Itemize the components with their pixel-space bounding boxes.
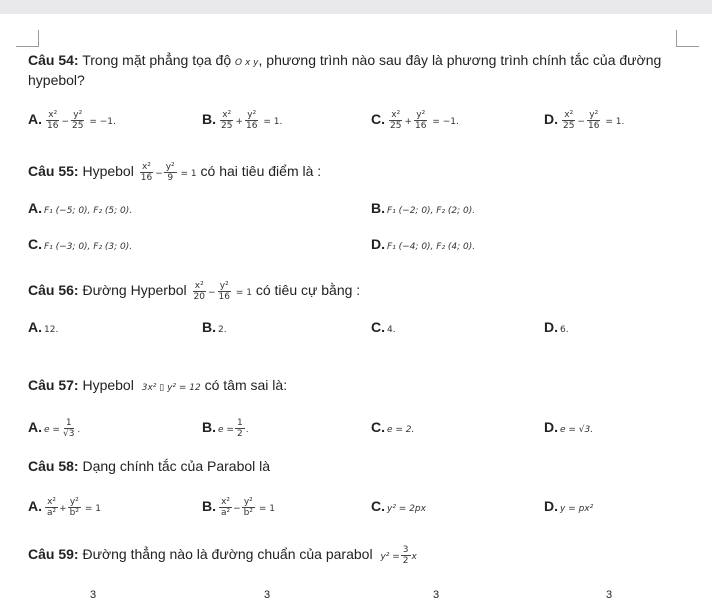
fraction bbox=[244, 110, 259, 131]
answer-option[interactable] bbox=[371, 110, 459, 131]
answer-option-partial: 3 bbox=[90, 589, 97, 601]
fraction-denominator: a² bbox=[47, 508, 57, 518]
fraction-denominator: 16 bbox=[218, 292, 230, 302]
fraction-numerator: x² bbox=[194, 281, 204, 291]
question-label: Câu 54: bbox=[28, 52, 79, 68]
fraction bbox=[401, 545, 411, 566]
answer-option[interactable] bbox=[544, 497, 593, 518]
fraction-numerator: y² bbox=[73, 110, 83, 120]
answer-option[interactable] bbox=[28, 318, 58, 339]
question-54-line1 bbox=[28, 51, 661, 72]
option-label: C. bbox=[371, 111, 385, 128]
question-label: Câu 58: bbox=[28, 458, 79, 474]
question-text: Đường Hyperbol bbox=[78, 282, 187, 299]
math-equation: 3x² ▯ y² = 12 bbox=[141, 383, 201, 393]
math-expression bbox=[191, 281, 252, 302]
option-label: A. bbox=[28, 111, 42, 128]
math-rhs: = 1 bbox=[82, 504, 101, 515]
fraction-denominator: a² bbox=[221, 508, 231, 518]
option-value: 6. bbox=[560, 325, 569, 335]
question-54-line2: hypebol? bbox=[28, 72, 85, 88]
fraction bbox=[164, 162, 177, 183]
math-equation bbox=[380, 545, 417, 566]
fraction-numerator: x² bbox=[391, 110, 401, 120]
option-label: B. bbox=[202, 111, 216, 128]
option-value: 4. bbox=[387, 325, 396, 335]
math-rhs: = 1. bbox=[602, 117, 625, 128]
math-expression bbox=[218, 110, 283, 131]
option-label: B. bbox=[371, 200, 385, 216]
option-value: 12. bbox=[44, 325, 59, 335]
fraction-numerator: y² bbox=[219, 281, 229, 291]
question-text: , phương trình nào sau đây là phương trình chính tắc của đường bbox=[258, 52, 662, 68]
fraction bbox=[242, 497, 255, 518]
fraction bbox=[586, 110, 601, 131]
top-toolbar-strip bbox=[0, 0, 712, 14]
option-label: D. bbox=[544, 498, 558, 514]
answer-option[interactable] bbox=[371, 497, 426, 518]
math-lhs: e = bbox=[44, 425, 60, 436]
fraction-denominator: 16 bbox=[415, 121, 427, 131]
fraction-numerator: y² bbox=[589, 110, 599, 120]
option-label: D. bbox=[371, 236, 385, 252]
answer-option[interactable] bbox=[544, 318, 569, 339]
question-label: Câu 55: bbox=[28, 163, 79, 180]
question-text: Đường thẳng nào là đường chuẩn của parabol bbox=[78, 546, 373, 563]
question-text: có tiêu cự bằng : bbox=[251, 282, 361, 299]
fraction bbox=[413, 110, 428, 131]
fraction bbox=[561, 110, 576, 131]
option-label: C. bbox=[28, 236, 42, 252]
fraction-denominator: 9 bbox=[167, 173, 174, 183]
question-text: Hypebol bbox=[78, 163, 134, 180]
question-55-line bbox=[28, 162, 321, 183]
option-label: C. bbox=[371, 498, 385, 514]
option-label: A. bbox=[28, 319, 42, 335]
math-expression bbox=[387, 110, 459, 131]
question-text: có tâm sai là: bbox=[200, 377, 288, 393]
question-56-line bbox=[28, 281, 360, 302]
option-value: e = √3. bbox=[560, 425, 594, 435]
fraction-numerator: y² bbox=[165, 162, 175, 172]
question-text: Dạng chính tắc của Parabol là bbox=[78, 458, 271, 474]
answer-option[interactable] bbox=[202, 418, 249, 439]
math-operator: − bbox=[155, 169, 163, 180]
math-rhs: = 1. bbox=[260, 117, 283, 128]
fraction-denominator: 16 bbox=[246, 121, 258, 131]
fraction-denominator: 2 bbox=[236, 429, 243, 439]
fraction-denominator: b² bbox=[243, 508, 253, 518]
math-operator: − bbox=[61, 117, 69, 128]
question-text: có hai tiêu điểm là : bbox=[196, 163, 322, 180]
option-label: B. bbox=[202, 419, 216, 436]
fraction bbox=[139, 162, 154, 183]
fraction bbox=[68, 497, 81, 518]
fraction-denominator: b² bbox=[69, 508, 79, 518]
math-operator: − bbox=[577, 117, 585, 128]
fraction bbox=[70, 110, 85, 131]
question-text: Trong mặt phẳng tọa độ bbox=[78, 52, 232, 68]
question-text: Hypebol bbox=[78, 377, 134, 393]
fraction bbox=[388, 110, 403, 131]
math-rhs: . bbox=[245, 425, 249, 436]
fraction-numerator: 1 bbox=[65, 418, 72, 428]
question-57-line bbox=[28, 376, 287, 397]
option-value: e = 2. bbox=[387, 425, 415, 435]
fraction-denominator: 2 bbox=[402, 556, 409, 566]
option-label: D. bbox=[544, 319, 558, 335]
option-label: A. bbox=[28, 419, 42, 436]
math-rhs: = −1. bbox=[429, 117, 459, 128]
option-label: C. bbox=[371, 419, 385, 435]
question-59-line bbox=[28, 545, 417, 566]
question-58-line bbox=[28, 457, 270, 475]
answer-option[interactable] bbox=[202, 110, 282, 131]
answer-option[interactable] bbox=[28, 235, 132, 256]
answer-option-partial: 3 bbox=[433, 589, 440, 601]
answer-option[interactable] bbox=[371, 318, 396, 339]
option-label: C. bbox=[371, 319, 385, 335]
answer-option[interactable] bbox=[28, 110, 116, 131]
option-label: D. bbox=[544, 111, 558, 128]
question-label: Câu 56: bbox=[28, 282, 79, 299]
question-label: Câu 59: bbox=[28, 546, 79, 563]
option-label: B. bbox=[202, 319, 216, 335]
fraction-denominator: 25 bbox=[72, 121, 84, 131]
option-value: F₁ (−2; 0), F₂ (2; 0). bbox=[387, 206, 476, 216]
fraction-numerator: x² bbox=[222, 110, 232, 120]
fraction-numerator: x² bbox=[564, 110, 574, 120]
math-rhs: . bbox=[77, 425, 81, 436]
math-equation bbox=[138, 162, 197, 183]
fraction-numerator: x² bbox=[47, 497, 57, 507]
math-operator: + bbox=[59, 504, 67, 515]
option-value: 2. bbox=[218, 325, 227, 335]
answer-option[interactable] bbox=[371, 418, 414, 439]
fraction-numerator: x² bbox=[141, 162, 151, 172]
math-operator: − bbox=[233, 504, 241, 515]
fraction bbox=[219, 110, 234, 131]
fraction-numerator: y² bbox=[243, 497, 253, 507]
fraction-denominator: 25 bbox=[390, 121, 402, 131]
answer-option[interactable] bbox=[28, 497, 101, 518]
answer-option[interactable] bbox=[371, 199, 475, 220]
fraction-numerator: y² bbox=[247, 110, 257, 120]
math-lhs: e = bbox=[218, 425, 234, 436]
fraction bbox=[217, 281, 232, 302]
fraction-numerator: x² bbox=[48, 110, 58, 120]
answer-option[interactable] bbox=[202, 318, 227, 339]
math-lhs: y² = bbox=[380, 552, 400, 563]
math-expression bbox=[218, 418, 249, 439]
math-operator: + bbox=[235, 117, 243, 128]
option-label: D. bbox=[544, 419, 558, 435]
math-rhs: = 1 bbox=[177, 169, 197, 180]
fraction-denominator: 16 bbox=[588, 121, 600, 131]
answer-option-partial: 3 bbox=[606, 589, 613, 601]
option-value: y = px² bbox=[560, 504, 594, 514]
fraction bbox=[192, 281, 207, 302]
option-label: A. bbox=[28, 498, 42, 515]
page-corner-mark-left bbox=[16, 30, 39, 47]
math-expression bbox=[218, 497, 275, 518]
option-value: y² = 2px bbox=[387, 504, 426, 514]
math-operator: + bbox=[404, 117, 412, 128]
answer-option[interactable] bbox=[544, 110, 624, 131]
math-expression bbox=[44, 497, 101, 518]
answer-option[interactable] bbox=[202, 497, 275, 518]
fraction-denominator: 25 bbox=[221, 121, 233, 131]
answer-option[interactable] bbox=[28, 418, 80, 439]
fraction-denominator: √3 bbox=[62, 429, 75, 439]
option-value: F₁ (−4; 0), F₂ (4; 0). bbox=[387, 242, 476, 252]
math-expression bbox=[44, 418, 81, 439]
option-label: B. bbox=[202, 498, 216, 515]
option-value: F₁ (−5; 0), F₂ (5; 0). bbox=[44, 206, 133, 216]
math-rhs: = 1 bbox=[232, 288, 252, 299]
answer-option-partial: 3 bbox=[264, 589, 271, 601]
fraction bbox=[235, 418, 245, 439]
math-rhs: = 1 bbox=[256, 504, 275, 515]
math-equation bbox=[191, 281, 252, 302]
fraction bbox=[45, 110, 60, 131]
math-expression bbox=[560, 110, 625, 131]
page-corner-mark-right bbox=[676, 30, 699, 47]
fraction bbox=[45, 497, 58, 518]
option-label: A. bbox=[28, 200, 42, 216]
answer-option[interactable] bbox=[28, 199, 132, 220]
fraction-numerator: y² bbox=[416, 110, 426, 120]
math-rhs: x bbox=[411, 552, 417, 563]
option-value: F₁ (−3; 0), F₂ (3; 0). bbox=[44, 242, 133, 252]
fraction-numerator: x² bbox=[221, 497, 231, 507]
fraction-numerator: 1 bbox=[236, 418, 243, 428]
math-expression bbox=[44, 110, 116, 131]
fraction-denominator: 16 bbox=[47, 121, 59, 131]
fraction-numerator: y² bbox=[69, 497, 79, 507]
fraction-numerator: 3 bbox=[402, 545, 409, 555]
math-oxy: O x y bbox=[235, 58, 259, 68]
fraction bbox=[61, 418, 76, 439]
fraction-denominator: 20 bbox=[193, 292, 205, 302]
fraction-denominator: 16 bbox=[140, 173, 153, 183]
math-expression bbox=[138, 162, 197, 183]
fraction bbox=[219, 497, 232, 518]
answer-option[interactable] bbox=[544, 418, 593, 439]
answer-option[interactable] bbox=[371, 235, 475, 256]
math-rhs: = −1. bbox=[86, 117, 116, 128]
question-label: Câu 57: bbox=[28, 377, 79, 393]
math-operator: − bbox=[207, 288, 216, 299]
fraction-denominator: 25 bbox=[563, 121, 575, 131]
